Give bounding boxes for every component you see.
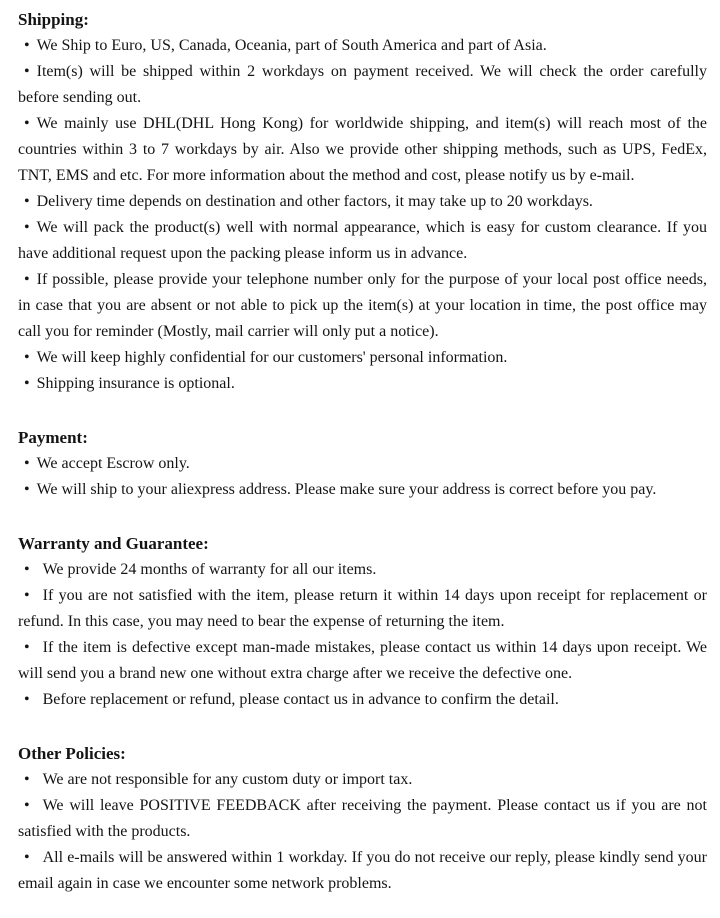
bullet-marker: • bbox=[24, 849, 30, 866]
list-item-text: If possible, please provide your telephone number only for the purpose of your local post office needs, in case that you are absent or not able to pick up the item(s) at your location in time, the post office may call you for reminder (Mostly, mail carrier will only put a notice). bbox=[18, 271, 707, 340]
list-item-text: Item(s) will be shipped within 2 workdays on payment received. We will check the order carefully before sending out. bbox=[18, 63, 707, 106]
bullet-marker: • bbox=[24, 219, 30, 236]
list-item bbox=[18, 477, 707, 503]
list-item bbox=[18, 111, 707, 189]
bullet-marker: • bbox=[24, 349, 30, 366]
list-item-text: We will leave POSITIVE FEEDBACK after receiving the payment. Please contact us if you are not satisfied with the products. bbox=[18, 797, 707, 840]
section-other-policies bbox=[18, 741, 707, 897]
list-item bbox=[18, 33, 707, 59]
bullet-marker: • bbox=[24, 481, 30, 498]
bullet-marker: • bbox=[24, 271, 30, 288]
list-item-text: We are not responsible for any custom duty or import tax. bbox=[42, 771, 413, 788]
bullet-marker: • bbox=[24, 455, 30, 472]
list-item-text: Delivery time depends on destination and other factors, it may take up to 20 workdays. bbox=[36, 193, 593, 210]
list-item-text: All e-mails will be answered within 1 workday. If you do not receive our reply, please kindly send your email again in case we encounter some network problems. bbox=[18, 849, 707, 892]
list-item-text: We mainly use DHL(DHL Hong Kong) for worldwide shipping, and item(s) will reach most of the countries within 3 to 7 workdays by air. Also we provide other shipping methods, such as UPS, FedEx, TNT, EMS and etc. For more information about the method and cost, please notify us by e-mail. bbox=[18, 115, 707, 184]
list-item-text: We Ship to Euro, US, Canada, Oceania, part of South America and part of Asia. bbox=[36, 37, 547, 54]
section-heading: Warranty and Guarantee: bbox=[18, 534, 209, 553]
list-item bbox=[18, 557, 707, 583]
bullet-marker: • bbox=[24, 561, 30, 578]
bullet-marker: • bbox=[24, 115, 30, 132]
list-item-text: We will pack the product(s) well with normal appearance, which is easy for custom clearance. If you have additional request upon the packing please inform us in advance. bbox=[18, 219, 707, 262]
bullet-marker: • bbox=[24, 771, 30, 788]
list-item-text: Shipping insurance is optional. bbox=[36, 375, 235, 392]
list-item bbox=[18, 793, 707, 845]
list-item-text: If you are not satisfied with the item, please return it within 14 days upon receipt for replacement or refund. In this case, you may need to bear the expense of returning the item. bbox=[18, 587, 707, 630]
section-heading: Other Policies: bbox=[18, 744, 126, 763]
list-item-text: We will keep highly confidential for our customers' personal information. bbox=[36, 349, 508, 366]
list-item bbox=[18, 767, 707, 793]
list-item bbox=[18, 59, 707, 111]
bullet-marker: • bbox=[24, 37, 30, 54]
list-item bbox=[18, 635, 707, 687]
list-item bbox=[18, 583, 707, 635]
bullet-marker: • bbox=[24, 587, 30, 604]
section-shipping bbox=[18, 7, 707, 397]
list-item bbox=[18, 215, 707, 267]
section-heading: Payment: bbox=[18, 428, 88, 447]
list-item-text: Before replacement or refund, please contact us in advance to confirm the detail. bbox=[42, 691, 559, 708]
bullet-marker: • bbox=[24, 797, 30, 814]
list-item bbox=[18, 371, 707, 397]
list-item-text: We accept Escrow only. bbox=[36, 455, 190, 472]
list-item-text: We provide 24 months of warranty for all our items. bbox=[42, 561, 377, 578]
bullet-marker: • bbox=[24, 63, 30, 80]
section-warranty bbox=[18, 531, 707, 713]
list-item bbox=[18, 687, 707, 713]
bullet-marker: • bbox=[24, 193, 30, 210]
list-item-text: We will ship to your aliexpress address. Please make sure your address is correct before you pay. bbox=[36, 481, 657, 498]
list-item bbox=[18, 189, 707, 215]
list-item bbox=[18, 267, 707, 345]
section-heading: Shipping: bbox=[18, 10, 89, 29]
bullet-marker: • bbox=[24, 375, 30, 392]
section-payment bbox=[18, 425, 707, 503]
bullet-marker: • bbox=[24, 639, 30, 656]
list-item-text: If the item is defective except man-made mistakes, please contact us within 14 days upon receipt. We will send you a brand new one without extra charge after we receive the defective one. bbox=[18, 639, 707, 682]
list-item bbox=[18, 451, 707, 477]
bullet-marker: • bbox=[24, 691, 30, 708]
list-item bbox=[18, 845, 707, 897]
list-item bbox=[18, 345, 707, 371]
